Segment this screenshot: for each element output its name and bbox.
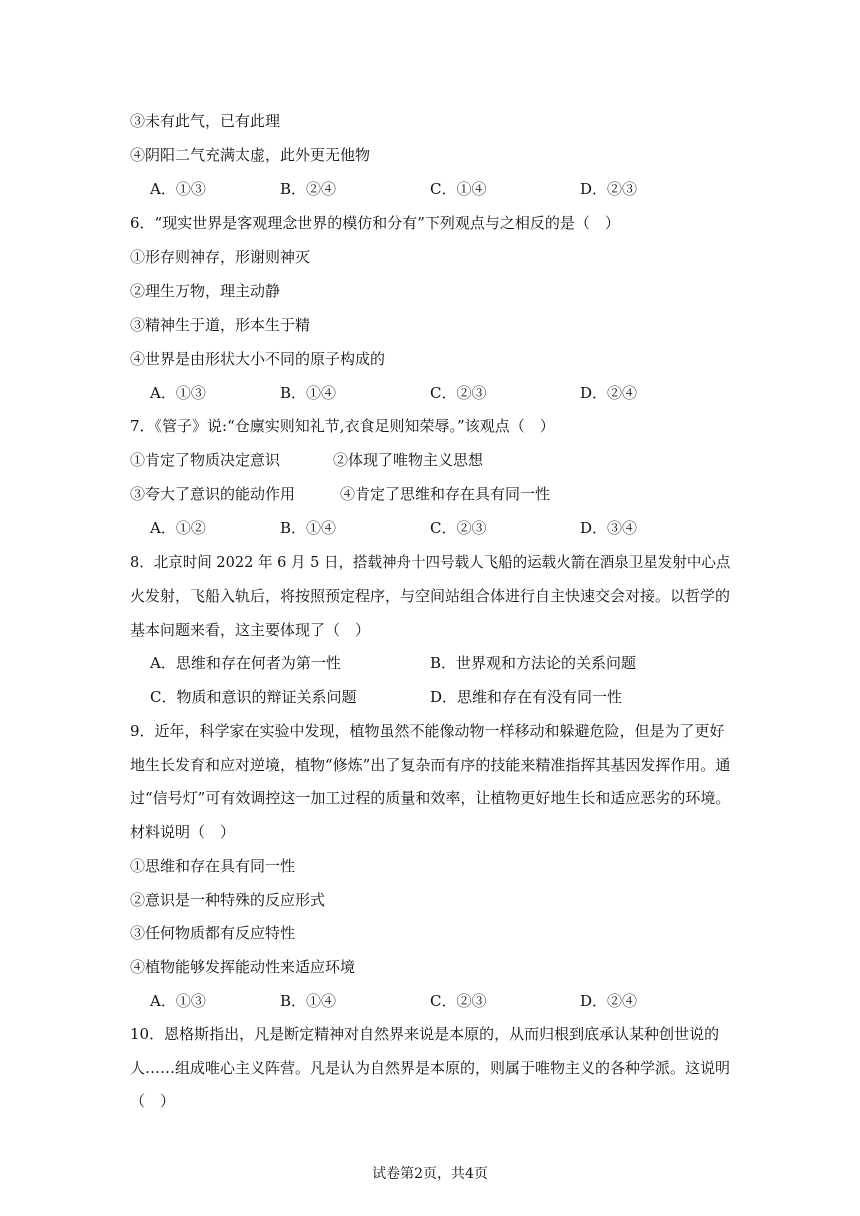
- q7-statement-1: ①肯定了物质决定意识: [130, 451, 281, 469]
- q7-option-a: A．①②: [150, 519, 206, 537]
- q8-option-b: B．世界观和方法论的关系问题: [430, 654, 637, 672]
- q7-statement-4: ④肯定了思维和存在具有同一性: [340, 485, 551, 503]
- q5-statement-4: ④阴阳二气充满太虚，此外更无他物: [130, 146, 371, 164]
- q10-line-1: 10．恩格斯指出，凡是断定精神对自然界来说是本原的，从而归根到底承认某种创世说的: [130, 1025, 720, 1043]
- q9-line-1: 9．近年，科学家在实验中发现，植物虽然不能像动物一样移动和躲避危险，但是为了更好: [130, 722, 725, 740]
- q7-option-d: D．③④: [580, 519, 638, 537]
- q9-line-2: 地生长发育和应对逆境，植物“修炼”出了复杂而有序的技能来精准指挥其基因发挥作用。通: [130, 756, 731, 774]
- q6-statement-1: ①形存则神存，形谢则神灭: [130, 248, 311, 266]
- q5-statement-3: ③未有此气，已有此理: [130, 112, 281, 130]
- q6-option-b: B．①④: [280, 384, 337, 402]
- q7-stem: 7．《管子》说:“仓廪实则知礼节,衣食足则知荣辱。”该观点（ ）: [130, 417, 555, 435]
- q9-statement-3: ③任何物质都有反应特性: [130, 924, 296, 942]
- q6-statement-3: ③精神生于道，形本生于精: [130, 316, 311, 334]
- q6-stem: 6．“现实世界是客观理念世界的模仿和分有”下列观点与之相反的是（ ）: [130, 214, 620, 232]
- q10-line-2: 人……组成唯心主义阵营。凡是认为自然界是本原的，则属于唯物主义的各种学派。这说明: [130, 1059, 731, 1077]
- q9-option-a: A．①③: [150, 992, 206, 1010]
- page-footer: 试卷第2页，共4页: [372, 1166, 488, 1182]
- q6-option-a: A．①③: [150, 384, 206, 402]
- q6-option-d: D．②④: [580, 384, 638, 402]
- q9-option-d: D．②④: [580, 992, 638, 1010]
- q10-line-3: （ ）: [130, 1092, 176, 1110]
- q8-line-1: 8．北京时间 2022 年 6 月 5 日，搭载神舟十四号载人飞船的运载火箭在酒泉卫星发射中心点: [130, 553, 731, 571]
- q6-statement-4: ④世界是由形状大小不同的原子构成的: [130, 350, 386, 368]
- q5-option-c: C．①④: [430, 180, 487, 198]
- q5-option-b: B．②④: [280, 180, 337, 198]
- q5-option-a: A．①③: [150, 180, 206, 198]
- q7-statement-3: ③夸大了意识的能动作用: [130, 485, 296, 503]
- q8-option-c: C．物质和意识的辩证关系问题: [150, 688, 357, 706]
- q7-option-b: B．①④: [280, 519, 337, 537]
- q9-line-4: 材料说明（ ）: [130, 823, 236, 841]
- q6-statement-2: ②理生万物，理主动静: [130, 282, 281, 300]
- q7-statement-2: ②体现了唯物主义思想: [333, 451, 484, 469]
- q7-option-c: C．②③: [430, 519, 487, 537]
- q9-statement-1: ①思维和存在具有同一性: [130, 857, 296, 875]
- q9-statement-2: ②意识是一种特殊的反应形式: [130, 891, 326, 909]
- q9-option-b: B．①④: [280, 992, 337, 1010]
- q8-option-a: A．思维和存在何者为第一性: [150, 654, 341, 672]
- q9-statement-4: ④植物能够发挥能动性来适应环境: [130, 958, 356, 976]
- q8-line-3: 基本问题来看，这主要体现了（ ）: [130, 621, 371, 639]
- q8-option-d: D．思维和存在有没有同一性: [430, 688, 623, 706]
- q5-option-d: D．②③: [580, 180, 638, 198]
- q9-line-3: 过“信号灯”可有效调控这一加工过程的质量和效率，让植物更好地生长和适应恶劣的环境。: [130, 789, 731, 807]
- q8-line-2: 火发射，飞船入轨后，将按照预定程序，与空间站组合体进行自主快速交会对接。以哲学的: [130, 587, 731, 605]
- q9-option-c: C．②③: [430, 992, 487, 1010]
- q6-option-c: C．②③: [430, 384, 487, 402]
